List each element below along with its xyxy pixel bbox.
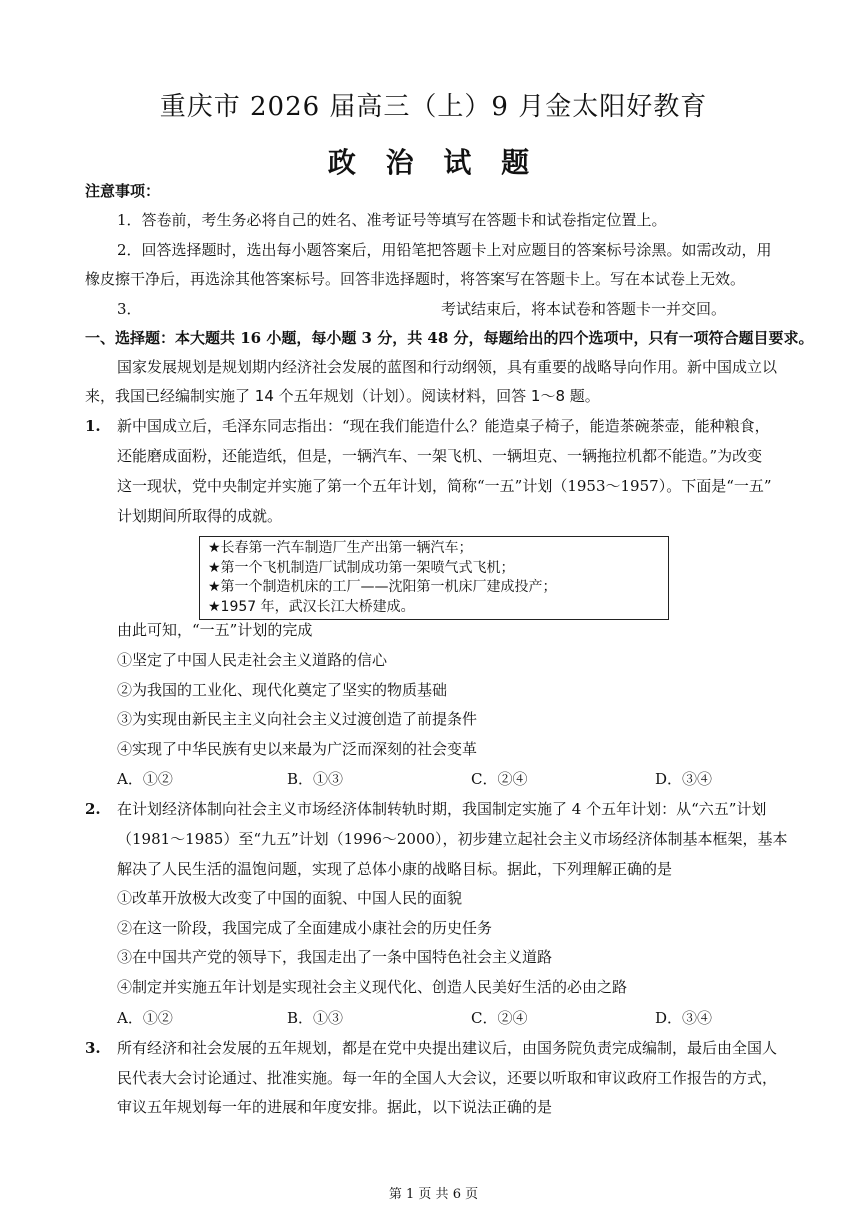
- question-1-statement: ③为实现由新民主主义向社会主义过渡创造了前提条件: [117, 710, 478, 728]
- question-1-stem-line-2: 还能磨成面粉，还能造纸，但是，一辆汽车、一架飞机、一辆坦克、一辆拖拉机都不能造。”为改变: [117, 447, 763, 465]
- material-line: ★长春第一汽车制造厂生产出第一辆汽车；: [208, 540, 473, 556]
- question-2-option-b[interactable]: B．①③: [287, 1009, 344, 1027]
- question-2-option-d[interactable]: D．③④: [655, 1009, 713, 1027]
- question-2-stem-line-2: （1981～1985）至“九五”计划（1996～2000），初步建立起社会主义市场经济体制基本框架，基本: [117, 830, 788, 848]
- question-3-number: 3.: [85, 1039, 101, 1057]
- notice-item-2-line-1: 2．回答选择题时，选出每小题答案后，用铅笔把答题卡上对应题目的答案标号涂黑。如需改动，用: [117, 241, 772, 259]
- page-number-footer: 第 1 页 共 6 页: [388, 1187, 479, 1202]
- material-line: ★第一个飞机制造厂试制成功第一架喷气式飞机；: [208, 559, 515, 576]
- question-2-option-a[interactable]: A．①②: [117, 1009, 173, 1027]
- notice-item-2-line-2: 橡皮擦干净后，再选涂其他答案标号。回答非选择题时，将答案写在答题卡上。写在本试卷上无效。: [85, 270, 746, 288]
- question-1-stem-line-3: 这一现状，党中央制定并实施了第一个五年计划，简称“一五”计划（1953～1957）。下面是“一五”: [117, 477, 772, 495]
- question-3-stem-line-3: 审议五年规划每一年的进展和年度安排。据此，以下说法正确的是: [117, 1098, 553, 1116]
- section-intro-line-2: 来，我国已经编制实施了 14 个五年规划（计划）。阅读材料，回答 1～8 题。: [85, 387, 600, 405]
- section-heading: 一、选择题：本大题共 16 小题，每小题 3 分，共 48 分，每题给出的四个选项中，只有一项符合题目要求。: [85, 329, 814, 347]
- question-2-number: 2.: [85, 800, 101, 818]
- question-3-stem-line-2: 民代表大会讨论通过、批准实施。每一年的全国人大会议，还要以听取和审议政府工作报告的方式，: [117, 1069, 778, 1087]
- question-1-material-box: [199, 536, 669, 620]
- question-2-statement: ④制定并实施五年计划是实现社会主义现代化、创造人民美好生活的必由之路: [117, 978, 628, 996]
- question-1-statement: ①坚定了中国人民走社会主义道路的信心: [117, 651, 388, 669]
- question-1-option-a[interactable]: A．①②: [117, 770, 173, 788]
- notice-heading: 注意事项：: [85, 182, 161, 200]
- section-intro-line-1: 国家发展规划是规划期内经济社会发展的蓝图和行动纲领，具有重要的战略导向作用。新中国成立以: [117, 358, 778, 376]
- question-2-statement: ①改革开放极大改变了中国的面貌、中国人民的面貌: [117, 889, 463, 907]
- notice-item-3-text: 考试结束后，将本试卷和答题卡一并交回。: [441, 300, 727, 318]
- question-2-statement: ②在这一阶段，我国完成了全面建成小康社会的历史任务: [117, 919, 493, 937]
- question-1-option-b[interactable]: B．①③: [287, 770, 344, 788]
- notice-item-1: 1．答卷前，考生务必将自己的姓名、准考证号等填写在答题卡和试卷指定位置上。: [117, 211, 667, 229]
- question-2-option-c[interactable]: C．②④: [471, 1009, 528, 1027]
- material-line: ★第一个制造机床的工厂——沈阳第一机床厂建成投产；: [208, 579, 557, 595]
- exam-subject-title: 政 治 试 题: [327, 146, 540, 179]
- notice-item-3-number: 3．: [117, 300, 142, 318]
- question-2-statement: ③在中国共产党的领导下，我国走出了一条中国特色社会主义道路: [117, 948, 553, 966]
- question-3-stem-line-1: 所有经济和社会发展的五年规划，都是在党中央提出建议后，由国务院负责完成编制，最后由全国人: [117, 1039, 778, 1057]
- question-1-option-c[interactable]: C．②④: [471, 770, 528, 788]
- question-1-stem-line-4: 计划期间所取得的成就。: [117, 507, 283, 525]
- question-1-statement: ②为我国的工业化、现代化奠定了坚实的物质基础: [117, 681, 448, 699]
- question-1-lead: 由此可知，“一五”计划的完成: [117, 621, 313, 639]
- question-1-number: 1.: [85, 417, 101, 435]
- exam-title: 重庆市 2026 届高三（上）9 月金太阳好教育: [159, 92, 708, 122]
- question-1-statement: ④实现了中华民族有史以来最为广泛而深刻的社会变革: [117, 740, 478, 758]
- question-1-option-d[interactable]: D．③④: [655, 770, 713, 788]
- question-2-stem-line-1: 在计划经济体制向社会主义市场经济体制转轨时期，我国制定实施了 4 个五年计划：从“六五”计划: [117, 800, 767, 818]
- question-1-stem-line-1: 新中国成立后，毛泽东同志指出：“现在我们能造什么？能造桌子椅子，能造茶碗茶壶，能种粮食，: [117, 417, 770, 435]
- question-2-stem-line-3: 解决了人民生活的温饱问题，实现了总体小康的战略目标。据此，下列理解正确的是: [117, 860, 673, 878]
- material-line: ★1957 年，武汉长江大桥建成。: [208, 598, 415, 615]
